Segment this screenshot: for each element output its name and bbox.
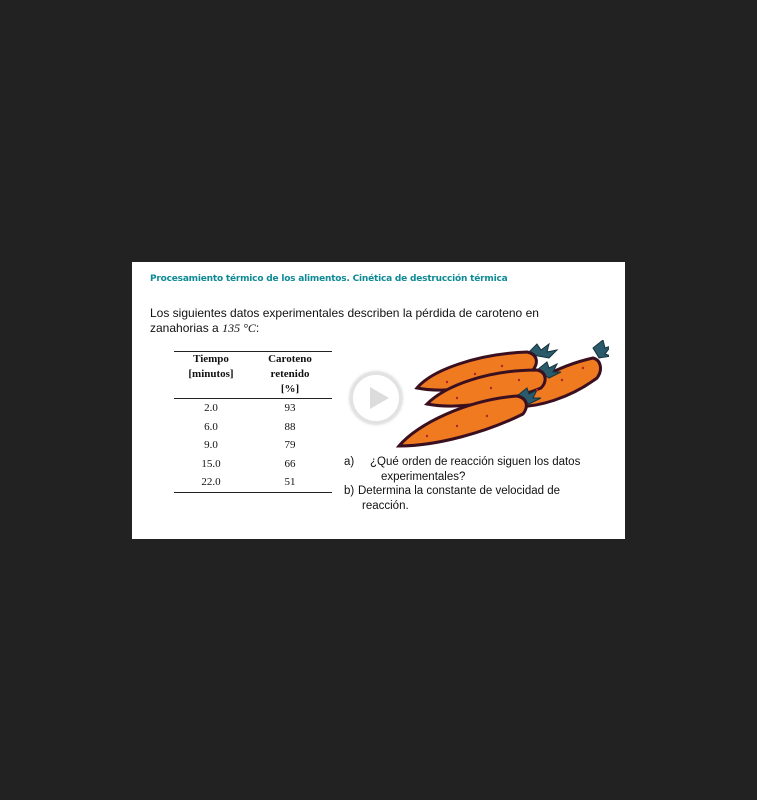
slide-header: Procesamiento térmico de los alimentos. Cinética de destrucción térmica xyxy=(150,274,508,284)
time-cell: 9.0 xyxy=(204,439,218,452)
time-cell: 15.0 xyxy=(201,457,221,470)
table-row xyxy=(174,399,332,418)
time-cell: 2.0 xyxy=(204,402,218,415)
carotene-cell: 66 xyxy=(284,457,296,470)
slide-frame xyxy=(132,262,625,539)
question-a xyxy=(344,455,614,484)
table-row xyxy=(174,455,332,474)
question-a-label: a) xyxy=(344,456,355,468)
header-carotene xyxy=(248,352,332,399)
question-b-line2: reacción. xyxy=(362,499,409,512)
carrots-illustration xyxy=(387,340,609,448)
header-carotene-line1: Caroteno xyxy=(268,353,312,365)
play-button[interactable] xyxy=(350,372,402,424)
header-carotene-line2: retenido xyxy=(270,368,310,380)
header-time xyxy=(174,352,248,399)
carotene-data-table xyxy=(174,351,332,493)
carotene-cell: 51 xyxy=(248,473,332,492)
intro-suffix: : xyxy=(255,321,260,335)
carotene-cell: 79 xyxy=(284,439,296,452)
header-time-line2: [minutos] xyxy=(188,368,234,380)
carotene-cell: 93 xyxy=(284,402,296,415)
question-a-line2: experimentales? xyxy=(381,470,466,483)
question-b xyxy=(344,484,614,513)
table-row xyxy=(174,436,332,455)
table-header-row xyxy=(174,352,332,399)
intro-text: Los siguientes datos experimentales describen la pérdida de caroteno en zanahorias a xyxy=(150,306,539,335)
question-a-line1: ¿Qué orden de reacción siguen los datos xyxy=(370,456,581,468)
time-cell: 6.0 xyxy=(204,420,218,433)
questions-list xyxy=(344,455,614,513)
header-time-line1: Tiempo xyxy=(193,353,229,365)
time-cell: 22.0 xyxy=(174,473,248,492)
intro-paragraph xyxy=(150,306,570,336)
header-time-line3 xyxy=(174,382,248,397)
play-icon xyxy=(370,387,389,409)
temperature-value: 135 °C xyxy=(222,321,256,335)
table-row xyxy=(174,418,332,437)
question-b-line1: Determina la constante de velocidad de xyxy=(358,485,561,497)
question-b-label: b) xyxy=(344,485,355,497)
header-carotene-line3: [%] xyxy=(280,383,300,395)
carotene-cell: 88 xyxy=(284,420,296,433)
table-row xyxy=(174,473,332,492)
